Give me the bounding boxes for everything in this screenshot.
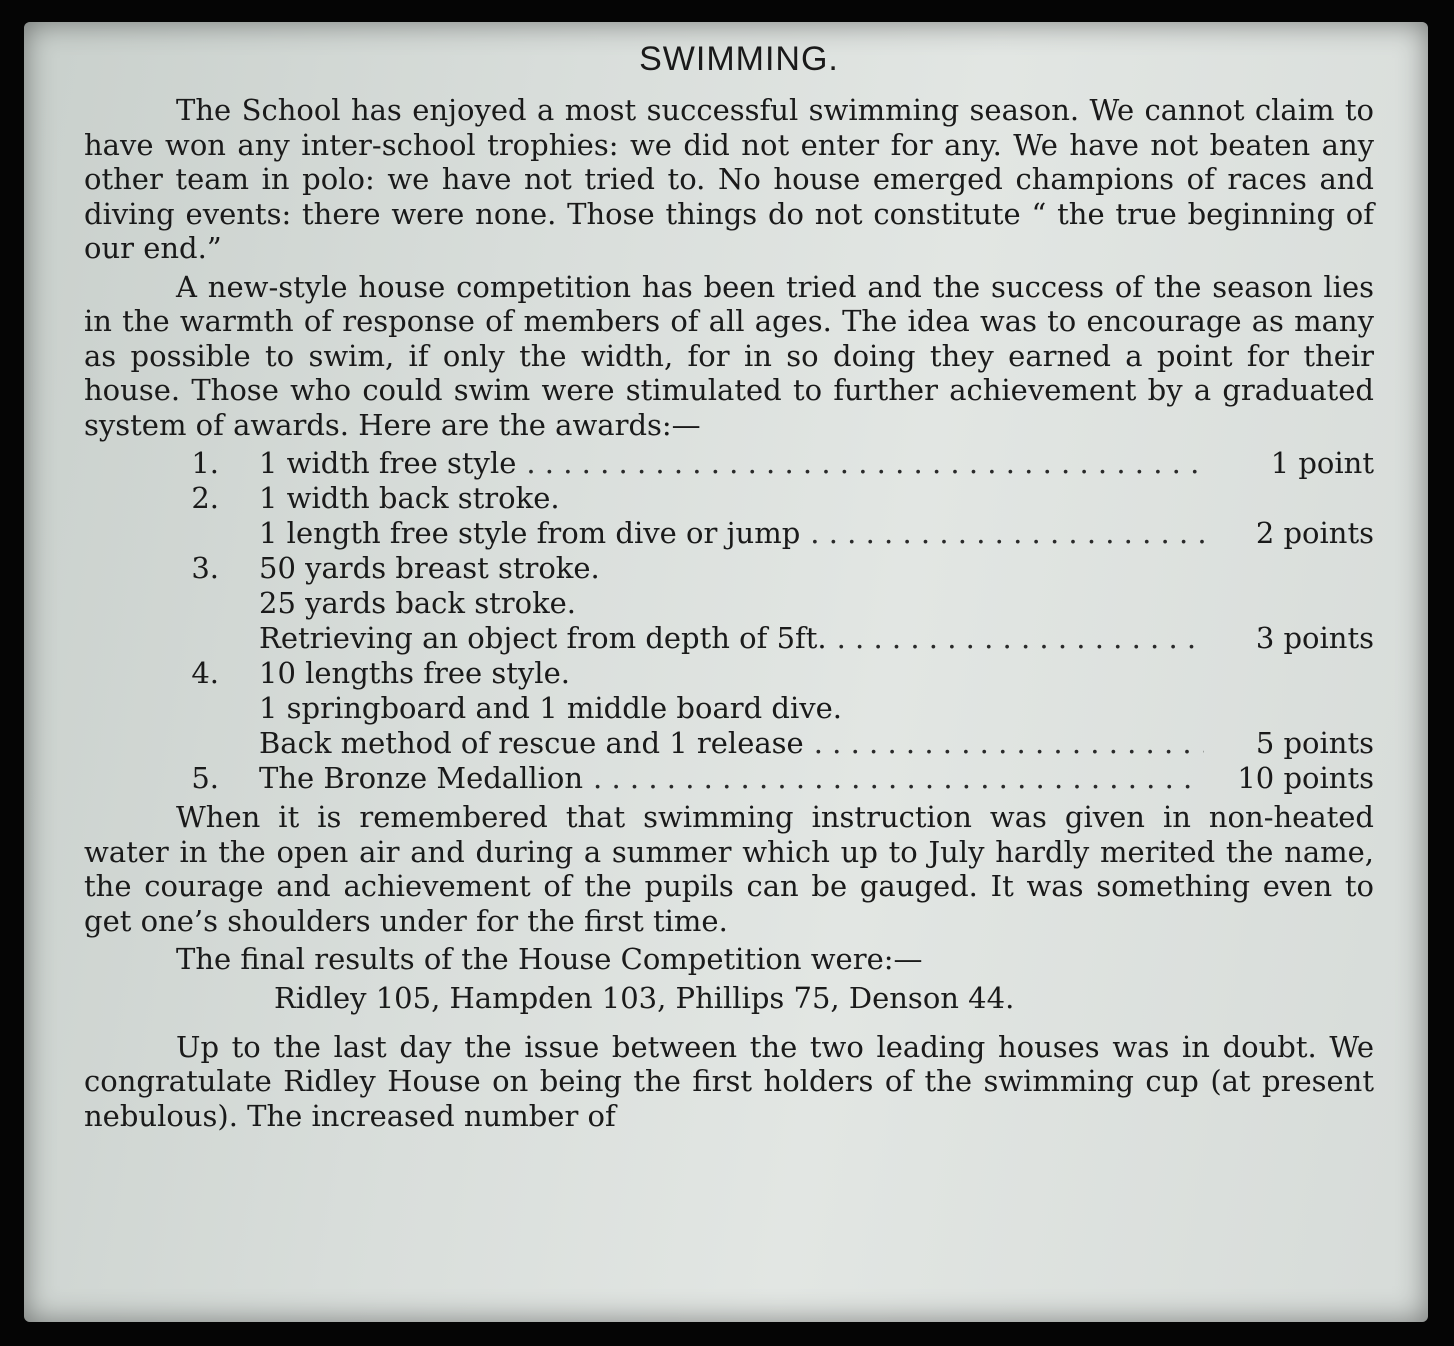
award-points: 3 points	[1255, 621, 1374, 655]
awards-list	[84, 446, 1374, 796]
award-label: 1 width free style	[259, 446, 517, 480]
award-row	[84, 551, 1374, 586]
award-number: 1.	[191, 446, 219, 480]
award-points: 10 points	[1237, 761, 1374, 795]
award-item	[259, 621, 1214, 656]
award-row	[84, 586, 1374, 621]
award-points: 5 points	[1255, 726, 1374, 760]
award-points: 1 point	[1270, 446, 1374, 480]
award-row	[84, 446, 1374, 481]
book-page	[24, 22, 1428, 1322]
award-row	[84, 656, 1374, 691]
page-title: SWIMMING.	[639, 40, 839, 78]
award-number: 4.	[191, 656, 219, 690]
dot-leader	[814, 726, 1204, 761]
award-label: Back method of rescue and 1 release	[259, 726, 804, 760]
award-label: 1 springboard and 1 middle board dive.	[259, 691, 842, 725]
award-row	[84, 516, 1374, 551]
award-number: 5.	[191, 761, 219, 795]
award-item	[259, 516, 1214, 551]
award-row	[84, 761, 1374, 796]
paragraph-results-intro: The final results of the House Competition were:—	[176, 942, 923, 976]
award-row	[84, 726, 1374, 761]
award-row	[84, 481, 1374, 516]
house-results: Ridley 105, Hampden 103, Phillips 75, Denson 44.	[274, 980, 1015, 1015]
award-label: The Bronze Medallion	[259, 761, 584, 795]
award-item	[259, 656, 1214, 691]
award-item	[259, 726, 1214, 761]
award-item	[259, 446, 1214, 481]
award-label: 10 lengths free style.	[259, 656, 570, 690]
award-points: 2 points	[1255, 516, 1374, 550]
award-item	[259, 586, 1214, 621]
page-content	[84, 40, 1374, 1137]
award-label: 1 length free style from dive or jump	[259, 516, 801, 550]
award-number: 3.	[191, 551, 219, 585]
dot-leader	[526, 446, 1204, 481]
dot-leader	[593, 761, 1204, 796]
dot-leader	[810, 516, 1204, 551]
paragraph-competition: A new-style house competition has been tried and the success of the season lies in the warmth of response of members of all ages. The idea was to encourage as many as possible to swim, if only the width, for in so doing they earned a point for their house. Those who could swim were stimulated to further achievement by a graduated system of awards. Here are the awards:—	[84, 269, 1374, 442]
award-label: 50 yards breast stroke.	[259, 551, 600, 585]
paragraph-conclusion: Up to the last day the issue between the two leading houses was in doubt. We congratulate Ridley House on being the first holders of the swimming cup (at present nebulous). The increased number of	[84, 1029, 1374, 1133]
award-label: 1 width back stroke.	[259, 481, 560, 515]
award-row	[84, 621, 1374, 656]
paragraph-conditions: When it is remembered that swimming instruction was given in non-heated water in the open air and during a summer which up to July hardly merited the name, the courage and achievement of the pupils can be gauged. It was something even to get one’s shoulders under for the first time.	[84, 800, 1374, 938]
award-label: Retrieving an object from depth of 5ft.	[259, 621, 827, 655]
dot-leader	[837, 621, 1204, 656]
award-item	[259, 481, 1214, 516]
paragraph-intro: The School has enjoyed a most successful swimming season. We cannot claim to have won any inter-school trophies: we did not enter for any. We have not beaten any other team in polo: we have not tried to. No house emerged champions of races and diving events: there were none. Those things do not constitute “ the true beginning of our end.”	[84, 93, 1374, 265]
award-row	[84, 691, 1374, 726]
award-item	[259, 551, 1214, 586]
award-item	[259, 761, 1214, 796]
award-item	[259, 691, 1214, 726]
award-number: 2.	[191, 481, 219, 515]
award-label: 25 yards back stroke.	[259, 586, 577, 620]
